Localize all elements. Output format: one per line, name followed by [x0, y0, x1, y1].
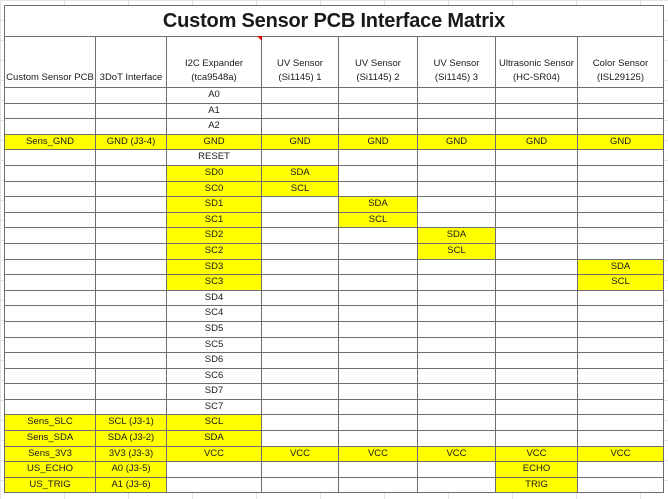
table-cell[interactable]: SC6 — [167, 368, 262, 384]
table-cell[interactable]: SC3 — [167, 275, 262, 291]
column-header-row — [5, 37, 664, 88]
table-cell[interactable] — [96, 399, 167, 415]
table-cell[interactable] — [262, 290, 339, 306]
table-cell[interactable]: SCL — [339, 212, 418, 228]
table-cell[interactable] — [339, 477, 418, 493]
table-cell[interactable] — [339, 150, 418, 166]
table-cell[interactable]: SDA — [339, 197, 418, 213]
table-row — [5, 399, 664, 415]
table-cell[interactable]: Sens_3V3 — [5, 446, 96, 462]
table-cell[interactable] — [496, 275, 578, 291]
table-cell[interactable] — [5, 321, 96, 337]
table-cell[interactable] — [5, 228, 96, 244]
table-row — [5, 290, 664, 306]
table-row — [5, 103, 664, 119]
table-cell[interactable] — [578, 119, 664, 135]
table-cell[interactable] — [96, 290, 167, 306]
table-cell[interactable] — [5, 290, 96, 306]
column-header-line2: Custom Sensor PCB — [6, 72, 94, 83]
table-cell[interactable]: SCL — [418, 243, 496, 259]
table-cell[interactable] — [418, 290, 496, 306]
table-row — [5, 431, 664, 447]
table-cell[interactable] — [578, 337, 664, 353]
table-cell[interactable]: Sens_SDA — [5, 431, 96, 447]
table-cell[interactable] — [5, 399, 96, 415]
table-cell[interactable] — [339, 119, 418, 135]
table-cell[interactable]: A0 — [167, 88, 262, 104]
table-title: Custom Sensor PCB Interface Matrix — [162, 10, 506, 32]
table-cell[interactable] — [5, 197, 96, 213]
table-cell[interactable] — [418, 165, 496, 181]
table-row — [5, 88, 664, 104]
table-cell[interactable] — [96, 306, 167, 322]
column-header-7[interactable] — [578, 37, 664, 88]
table-cell[interactable] — [578, 399, 664, 415]
table-cell[interactable] — [496, 181, 578, 197]
table-cell[interactable]: US_TRIG — [5, 477, 96, 493]
table-cell[interactable] — [496, 259, 578, 275]
table-cell[interactable] — [418, 431, 496, 447]
table-cell[interactable]: SDA — [418, 228, 496, 244]
table-cell[interactable]: SC4 — [167, 306, 262, 322]
table-cell[interactable] — [418, 462, 496, 478]
table-cell[interactable]: VCC — [262, 446, 339, 462]
table-cell[interactable]: SDA — [578, 259, 664, 275]
table-cell[interactable] — [578, 415, 664, 431]
table-cell[interactable] — [262, 275, 339, 291]
table-cell[interactable] — [262, 228, 339, 244]
table-cell[interactable] — [418, 306, 496, 322]
table-cell[interactable] — [5, 259, 96, 275]
table-cell[interactable] — [167, 477, 262, 493]
table-cell[interactable] — [339, 415, 418, 431]
table-cell[interactable]: US_ECHO — [5, 462, 96, 478]
table-cell[interactable] — [262, 321, 339, 337]
table-cell[interactable] — [578, 150, 664, 166]
table-cell[interactable] — [96, 197, 167, 213]
table-cell[interactable] — [5, 337, 96, 353]
table-cell[interactable] — [5, 306, 96, 322]
table-cell[interactable] — [578, 368, 664, 384]
table-cell[interactable]: SCL — [578, 275, 664, 291]
table-cell[interactable] — [339, 353, 418, 369]
table-cell[interactable] — [262, 477, 339, 493]
table-cell[interactable]: VCC — [339, 446, 418, 462]
table-cell[interactable] — [96, 228, 167, 244]
table-cell[interactable] — [96, 103, 167, 119]
table-cell[interactable] — [578, 103, 664, 119]
table-cell[interactable] — [339, 290, 418, 306]
table-cell[interactable]: GND — [496, 134, 578, 150]
table-cell[interactable] — [96, 243, 167, 259]
table-cell[interactable] — [339, 165, 418, 181]
table-cell[interactable] — [496, 353, 578, 369]
column-header-line2: (Si1145) 3 — [434, 72, 479, 83]
table-cell[interactable]: Sens_GND — [5, 134, 96, 150]
table-cell[interactable] — [262, 415, 339, 431]
table-cell[interactable] — [96, 321, 167, 337]
table-cell[interactable]: SD4 — [167, 290, 262, 306]
table-row — [5, 150, 664, 166]
column-header-line2: (HC-SR04) — [513, 72, 560, 83]
table-cell[interactable] — [339, 228, 418, 244]
table-cell[interactable] — [262, 259, 339, 275]
table-cell[interactable] — [5, 212, 96, 228]
table-cell[interactable] — [96, 275, 167, 291]
table-cell[interactable] — [418, 399, 496, 415]
table-cell[interactable]: SC7 — [167, 399, 262, 415]
table-cell[interactable]: SCL — [262, 181, 339, 197]
table-cell[interactable] — [339, 259, 418, 275]
column-header-6[interactable] — [496, 37, 578, 88]
table-cell[interactable] — [418, 119, 496, 135]
table-cell[interactable] — [578, 477, 664, 493]
table-cell[interactable] — [262, 462, 339, 478]
table-cell[interactable] — [262, 88, 339, 104]
table-cell[interactable] — [5, 181, 96, 197]
table-cell[interactable] — [578, 181, 664, 197]
table-row — [5, 462, 664, 478]
table-row — [5, 134, 664, 150]
table-row — [5, 181, 664, 197]
table-cell[interactable]: VCC — [418, 446, 496, 462]
table-cell[interactable] — [418, 150, 496, 166]
table-cell[interactable] — [496, 290, 578, 306]
table-cell[interactable] — [578, 88, 664, 104]
table-cell[interactable]: TRIG — [496, 477, 578, 493]
table-row — [5, 477, 664, 493]
table-cell[interactable] — [96, 384, 167, 400]
table-cell[interactable] — [496, 243, 578, 259]
column-header-2[interactable] — [167, 37, 262, 88]
interface-matrix-table — [4, 5, 664, 493]
table-cell[interactable] — [418, 181, 496, 197]
table-row — [5, 337, 664, 353]
table-row — [5, 243, 664, 259]
table-cell[interactable] — [96, 165, 167, 181]
table-cell[interactable] — [496, 119, 578, 135]
table-cell[interactable] — [496, 103, 578, 119]
table-cell[interactable]: GND — [262, 134, 339, 150]
table-cell[interactable] — [418, 353, 496, 369]
table-cell[interactable] — [262, 150, 339, 166]
table-cell[interactable] — [262, 212, 339, 228]
table-cell[interactable] — [339, 275, 418, 291]
table-cell[interactable] — [96, 119, 167, 135]
table-cell[interactable] — [418, 368, 496, 384]
table-cell[interactable] — [262, 353, 339, 369]
table-cell[interactable]: SDA (J3-2) — [96, 431, 167, 447]
table-cell[interactable] — [578, 165, 664, 181]
table-cell[interactable] — [262, 197, 339, 213]
table-cell[interactable] — [578, 431, 664, 447]
column-header-4[interactable] — [339, 37, 418, 88]
table-cell[interactable] — [496, 88, 578, 104]
table-row — [5, 212, 664, 228]
table-cell[interactable] — [339, 462, 418, 478]
column-header-line1: UV Sensor — [277, 58, 323, 69]
table-cell[interactable] — [496, 306, 578, 322]
table-cell[interactable] — [262, 103, 339, 119]
table-cell[interactable]: A2 — [167, 119, 262, 135]
table-cell[interactable] — [96, 212, 167, 228]
table-cell[interactable] — [5, 150, 96, 166]
table-row — [5, 446, 664, 462]
table-cell[interactable] — [496, 415, 578, 431]
table-cell[interactable] — [496, 228, 578, 244]
table-cell[interactable]: SC0 — [167, 181, 262, 197]
column-header-3[interactable] — [262, 37, 339, 88]
column-header-line2: (ISL29125) — [596, 72, 644, 83]
table-cell[interactable]: A1 (J3-6) — [96, 477, 167, 493]
table-cell[interactable]: Sens_SLC — [5, 415, 96, 431]
column-header-5[interactable] — [418, 37, 496, 88]
table-cell[interactable]: SD2 — [167, 228, 262, 244]
table-cell[interactable] — [578, 321, 664, 337]
table-cell[interactable] — [418, 103, 496, 119]
table-body — [5, 88, 664, 493]
table-cell[interactable]: GND (J3-4) — [96, 134, 167, 150]
table-cell[interactable] — [262, 306, 339, 322]
table-cell[interactable] — [339, 368, 418, 384]
table-cell[interactable] — [418, 477, 496, 493]
column-header-1[interactable] — [96, 37, 167, 88]
table-cell[interactable] — [262, 243, 339, 259]
table-cell[interactable] — [496, 150, 578, 166]
table-cell[interactable] — [5, 119, 96, 135]
table-cell[interactable] — [578, 306, 664, 322]
table-cell[interactable]: VCC — [578, 446, 664, 462]
comment-indicator-icon[interactable] — [257, 36, 262, 41]
table-cell[interactable]: SDA — [167, 431, 262, 447]
table-row — [5, 368, 664, 384]
table-cell[interactable]: RESET — [167, 150, 262, 166]
table-cell[interactable] — [496, 399, 578, 415]
table-cell[interactable] — [96, 88, 167, 104]
table-cell[interactable]: 3V3 (J3-3) — [96, 446, 167, 462]
column-header-line1: I2C Expander — [184, 58, 244, 69]
table-cell[interactable] — [578, 290, 664, 306]
table-cell[interactable] — [339, 337, 418, 353]
column-header-line1: UV Sensor — [433, 58, 480, 69]
table-cell[interactable] — [5, 165, 96, 181]
table-cell[interactable]: GND — [339, 134, 418, 150]
table-cell[interactable]: SD5 — [167, 321, 262, 337]
table-cell[interactable] — [578, 462, 664, 478]
table-cell[interactable]: SD3 — [167, 259, 262, 275]
table-cell[interactable] — [5, 243, 96, 259]
table-cell[interactable] — [262, 399, 339, 415]
table-cell[interactable] — [96, 150, 167, 166]
table-cell[interactable] — [418, 384, 496, 400]
table-cell[interactable]: SC5 — [167, 337, 262, 353]
table-cell[interactable] — [5, 88, 96, 104]
interface-matrix-sheet — [4, 5, 664, 493]
table-cell[interactable] — [96, 259, 167, 275]
table-cell[interactable] — [96, 368, 167, 384]
table-cell[interactable] — [496, 368, 578, 384]
table-row — [5, 275, 664, 291]
table-cell[interactable] — [578, 243, 664, 259]
table-cell[interactable] — [578, 212, 664, 228]
table-cell[interactable] — [418, 197, 496, 213]
table-cell[interactable] — [262, 431, 339, 447]
table-cell[interactable] — [339, 306, 418, 322]
table-cell[interactable]: SD6 — [167, 353, 262, 369]
table-cell[interactable]: SCL (J3-1) — [96, 415, 167, 431]
table-cell[interactable]: SD1 — [167, 197, 262, 213]
table-cell[interactable]: SD0 — [167, 165, 262, 181]
table-cell[interactable] — [578, 228, 664, 244]
table-cell[interactable]: SC1 — [167, 212, 262, 228]
table-cell[interactable] — [578, 384, 664, 400]
table-row — [5, 165, 664, 181]
table-cell[interactable] — [496, 321, 578, 337]
table-cell[interactable] — [339, 399, 418, 415]
table-cell[interactable] — [167, 462, 262, 478]
table-cell[interactable] — [339, 181, 418, 197]
table-cell[interactable] — [262, 384, 339, 400]
column-header-line1: Color Sensor — [592, 58, 649, 69]
table-cell[interactable] — [496, 431, 578, 447]
table-cell[interactable] — [339, 103, 418, 119]
table-cell[interactable] — [5, 353, 96, 369]
column-header-line1: Ultrasonic Sensor — [499, 58, 574, 69]
table-cell[interactable] — [339, 88, 418, 104]
table-cell[interactable]: SDA — [262, 165, 339, 181]
table-cell[interactable]: VCC — [167, 446, 262, 462]
table-cell[interactable] — [496, 165, 578, 181]
table-cell[interactable]: SCL — [167, 415, 262, 431]
table-cell[interactable] — [262, 337, 339, 353]
column-header-line2: 3DoT Interface — [99, 72, 163, 83]
table-cell[interactable]: A0 (J3-5) — [96, 462, 167, 478]
table-row — [5, 228, 664, 244]
table-cell[interactable] — [418, 275, 496, 291]
table-cell[interactable] — [262, 368, 339, 384]
table-row — [5, 384, 664, 400]
table-cell[interactable]: VCC — [496, 446, 578, 462]
table-cell[interactable] — [418, 259, 496, 275]
column-header-line2: (Si1145) 1 — [278, 72, 322, 83]
table-cell[interactable] — [5, 103, 96, 119]
table-cell[interactable] — [418, 321, 496, 337]
table-cell[interactable] — [496, 197, 578, 213]
table-cell[interactable]: ECHO — [496, 462, 578, 478]
table-cell[interactable]: GND — [578, 134, 664, 150]
table-cell[interactable] — [96, 181, 167, 197]
table-cell[interactable] — [418, 337, 496, 353]
table-cell[interactable] — [496, 212, 578, 228]
table-cell[interactable] — [418, 212, 496, 228]
table-row — [5, 353, 664, 369]
column-header-line2: (tca9548a) — [191, 72, 237, 83]
table-cell[interactable]: GND — [167, 134, 262, 150]
table-cell[interactable] — [418, 88, 496, 104]
table-row — [5, 306, 664, 322]
table-cell[interactable] — [418, 415, 496, 431]
table-row — [5, 119, 664, 135]
table-cell[interactable] — [5, 384, 96, 400]
table-cell[interactable] — [339, 384, 418, 400]
column-header-0[interactable] — [5, 37, 96, 88]
table-cell[interactable] — [496, 337, 578, 353]
table-cell[interactable] — [5, 368, 96, 384]
table-cell[interactable] — [496, 384, 578, 400]
table-cell[interactable] — [96, 337, 167, 353]
table-cell[interactable]: GND — [418, 134, 496, 150]
table-row — [5, 321, 664, 337]
table-cell[interactable] — [339, 321, 418, 337]
table-row — [5, 415, 664, 431]
column-header-line1: UV Sensor — [355, 58, 401, 69]
column-header-line2: (Si1145) 2 — [356, 72, 400, 83]
table-title-cell[interactable] — [5, 6, 664, 37]
table-cell[interactable] — [578, 353, 664, 369]
table-cell[interactable] — [339, 243, 418, 259]
table-cell[interactable]: SD7 — [167, 384, 262, 400]
table-cell[interactable] — [578, 197, 664, 213]
table-cell[interactable]: A1 — [167, 103, 262, 119]
table-cell[interactable] — [339, 431, 418, 447]
table-cell[interactable] — [262, 119, 339, 135]
table-cell[interactable]: SC2 — [167, 243, 262, 259]
table-cell[interactable] — [5, 275, 96, 291]
table-row — [5, 197, 664, 213]
table-cell[interactable] — [96, 353, 167, 369]
table-row — [5, 259, 664, 275]
